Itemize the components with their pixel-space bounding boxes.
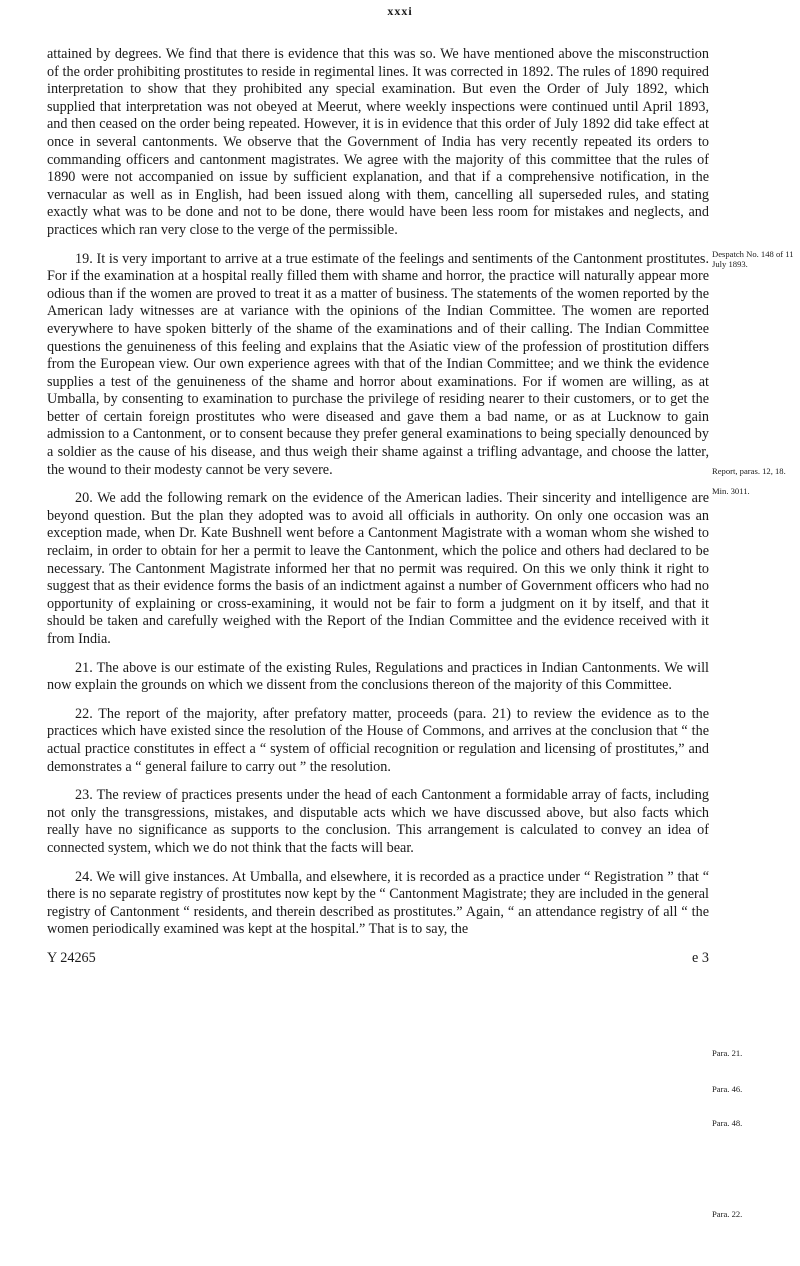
page-footer [47,950,709,968]
body-text [47,46,709,968]
margin-note-para-22: Para. 22. [712,1209,743,1219]
paragraph-23: 23. The review of practices presents under the head of each Cantonment a formidable array of facts, including not only the transgressions, mistakes, and disputable acts which we have discussed above, but also facts which really have no significance as supports to the conclusion. This arrangement is calculated to convey an idea of connected system, which we do not think that the facts will bear. [47,787,709,856]
paragraph-21: 21. The above is our estimate of the existing Rules, Regulations and practices in Indian Cantonments. We will now explain the grounds on which we dissent from the conclusions thereon of the majority of this Committee. [47,659,709,694]
margin-note-report: Report, paras. 12, 18. [712,466,786,476]
footer-print-code: Y 24265 [47,949,96,966]
margin-note-despatch: Despatch No. 148 of 11 July 1893. [712,249,794,269]
paragraph-22: 22. The report of the majority, after prefatory matter, proceeds (para. 21) to review the evidence as to the practices which have existed since the resolution of the House of Commons, and arrives at the conclusion that “ the actual practice constitutes in effect a “ system of official recognition or regulation and licensing of prostitutes,” and demonstrates a “ general failure to carry out ” the resolution. [47,705,709,775]
page-folio: xxxi [387,4,413,18]
paragraph-20: 20. We add the following remark on the evidence of the American ladies. Their sincerity and intelligence are beyond question. But the plan they adopted was to avoid all officials in authority. On only one occasion was an exception made, when Dr. Kate Bushnell went before a Cantonment Magistrate with a woman whom she wished to reclaim, in order to obtain for her a permit to leave the Cantonment, which the police and others had declared to be necessary. The Cantonment Magistrate informed her that no permit was required. On this we only think it right to suggest that as their evidence forms the basis of an indictment against a number of Government officers who had no opportunity of explaining or cross-examining, it would not be fair to form a judgment on it by itself, and that it should be taken and carefully weighed with the Report of the Indian Committee and the evidence received with it from India. [47,490,709,647]
margin-note-minute: Min. 3011. [712,486,750,496]
paragraph-24: 24. We will give instances. At Umballa, and elsewhere, it is recorded as a practice under “ Registration ” that “ there is no separate registry of prostitutes now kept by the “ Cantonment Magistrate; they are included in the general registry of Cantonment “ residents, and therein described as prostitutes.” Again, “ an attendance registry of all “ the women periodically examined was kept at the hospital.” That is to say, the [47,868,709,938]
footer-signature: e 3 [692,949,709,966]
paragraph-19: 19. It is very important to arrive at a true estimate of the feelings and sentiments of the Cantonment prostitutes. For if the examination at a hospital really filled them with shame and horror, the practice will naturally appear more odious than if the women are proved to treat it as a matter of business. The statements of the women reported by the American lady witnesses are at variance with the opinions of the Indian Committee. The women are reported everywhere to have spoken bitterly of the shame of the examinations and of their calling. The Indian Committee questions the genuineness of this feeling and explains that the Asiatic view of the profession of prostitution differs from the European view. Our own experience agrees with that of the Indian Committee; and we think the evidence supplies a test of the genuineness of the shame and horror about examinations. For if women are willing, as at Umballa, by consenting to examination to purchase the privilege of residing nearer to their customers, or to get the better of certain foreign prostitutes who were diseased and gave them a bad name, or as at Lucknow to gain admission to a Cantonment, or to consent because they prefer general examinations to being specially denounced by a soldier as the cause of his disease, and thus weigh their shame against a trifling advantage, and choose the latter, the wound to their modesty cannot be very severe. [47,250,709,478]
margin-note-para-46: Para. 46. [712,1084,743,1094]
margin-note-para-21: Para. 21. [712,1048,743,1058]
paragraph-continued: attained by degrees. We find that there is evidence that this was so. We have mentioned above the misconstruction of the order prohibiting prostitutes to reside in regimental lines. It was corrected in 1892. The rules of 1890 required interpretation to show that they prohibited any special examination. But even the Order of July 1892, which supplied that interpretation was not obeyed at Meerut, where weekly inspections were continued until April 1893, and then ceased on the order being repeated. However, it is in evidence that this order of July 1892 did take effect at once in several cantonments. We observe that the Government of India has very recently repeated its orders to commanding officers and cantonment magistrates. We agree with the majority of this committee that the rules of 1890 were not accompanied on issue by sufficient explanation, and that if a comprehensive notification, in the vernacular as well as in English, had been issued along with them, cancelling all superseded rules, and stating exactly what was to be done and not to be done, there would have been less room for mistakes and neglects, and practices which ran very close to the verge of the permissible. [47,46,709,238]
margin-note-para-48: Para. 48. [712,1118,743,1128]
